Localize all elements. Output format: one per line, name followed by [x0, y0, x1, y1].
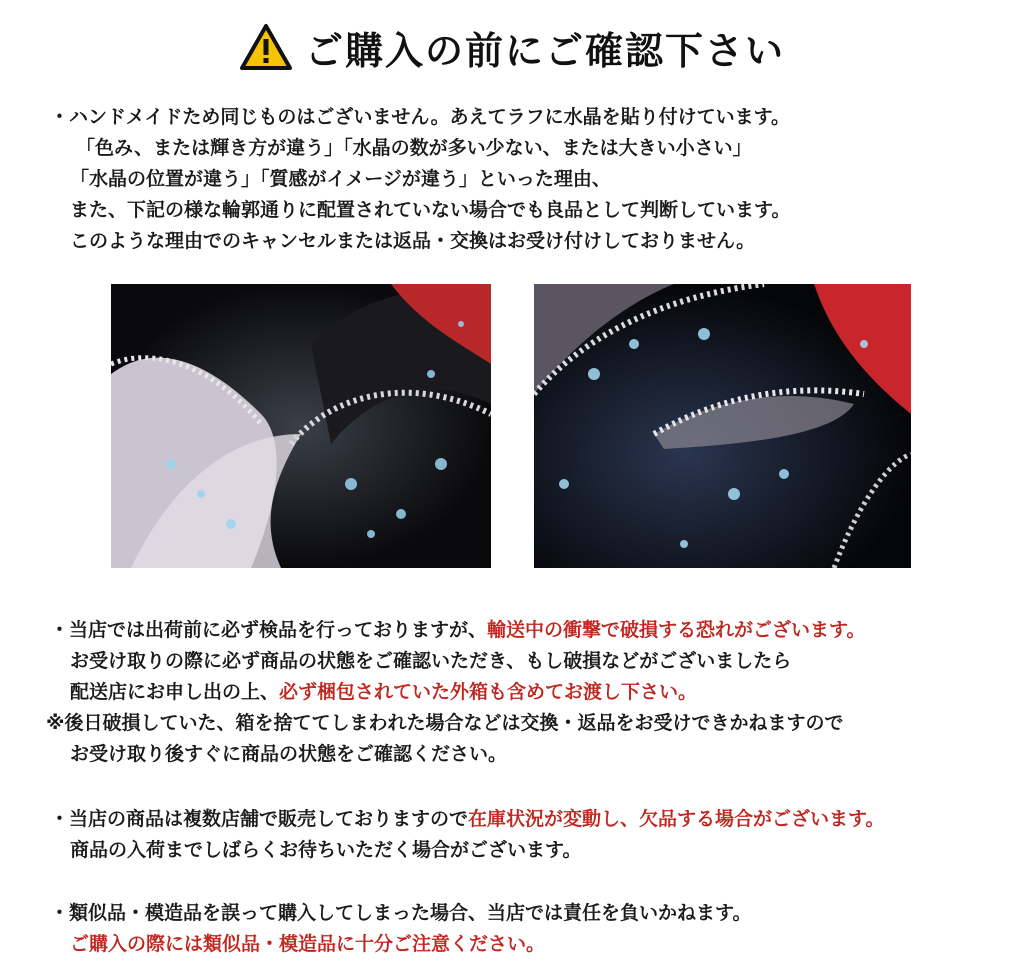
crystal-closeup-photo-2: [534, 284, 911, 568]
stock-notice-line-1-text: ・当店の商品は複数店舗で販売しておりますので: [50, 808, 469, 830]
counterfeit-notice: [0, 898, 1024, 962]
crystal-closeup-photo-1: [111, 284, 491, 568]
stock-notice-line-1: [50, 804, 885, 835]
damage-notice-line-4: ※後日破損していた、箱を捨ててしまわれた場合などは交換・返品をお受けできかねますので: [46, 712, 844, 734]
handmade-notice-line-3: 「水晶の位置が違う」「質感がイメージが違う」といった理由、: [70, 168, 611, 190]
handmade-notice-line-1: ・ハンドメイドため同じものはございません。あえてラフに水晶を貼り付けています。: [50, 106, 791, 128]
warning-triangle-icon: [239, 23, 293, 71]
damage-notice-line-3: [70, 677, 697, 708]
counterfeit-warning-highlight: ご購入の際には類似品・模造品に十分ご注意ください。: [70, 933, 546, 955]
handmade-notice-line-2: 「色み、または輝き方が違う」「水晶の数が多い少ない、または大きい小さい」: [76, 137, 752, 159]
damage-notice-line-2: お受け取りの際に必ず商品の状態をご確認いただき、もし破損などがございましたら: [70, 650, 792, 672]
stock-notice-line-2: 商品の入荷までしばらくお待ちいただく場合がございます。: [70, 839, 582, 861]
counterfeit-notice-line-1: ・類似品・模造品を誤って購入してしまった場合、当店では責任を負いかねます。: [50, 902, 752, 924]
damage-notice-line-1-text: ・当店では出荷前に必ず検品を行っておりますが、: [50, 619, 488, 641]
damage-notice: [0, 615, 1024, 775]
handmade-notice: [0, 102, 1024, 262]
handmade-notice-line-5: このような理由でのキャンセルまたは返品・交換はお受け付けしておりません。: [70, 230, 756, 252]
page-title: ご購入の前にご確認下さい: [304, 28, 785, 73]
page-header: [0, 12, 1024, 82]
damage-warning-highlight: 輸送中の衝撃で破損する恐れがございます。: [487, 619, 866, 641]
stock-warning-highlight: 在庫状況が変動し、欠品する場合がございます。: [468, 808, 885, 830]
damage-notice-line-3-text: 配送店にお申し出の上、: [70, 681, 280, 703]
damage-notice-line-5: お受け取り後すぐに商品の状態をご確認ください。: [70, 743, 508, 765]
damage-notice-line-1: [50, 615, 866, 646]
packaging-warning-highlight: 必ず梱包されていた外箱も含めてお渡し下さい。: [279, 681, 698, 703]
stock-notice: [0, 804, 1024, 868]
handmade-notice-line-4: また、下記の様な輪郭通りに配置されていない場合でも良品として判断しています。: [70, 199, 791, 221]
